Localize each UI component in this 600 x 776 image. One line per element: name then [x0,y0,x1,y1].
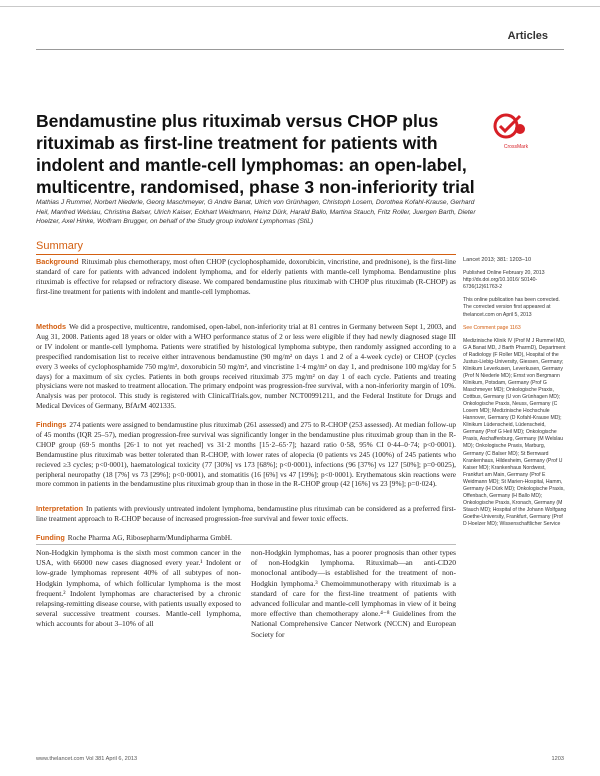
abstract-label: Findings [36,420,67,429]
summary-rule [36,254,456,255]
summary-heading: Summary [36,240,84,252]
section-label: Articles [507,30,548,42]
abstract-findings [36,420,456,489]
footer-journal: www.thelancet.com Vol 381 April 6, 2013 [36,756,138,762]
abstract-text: Roche Pharma AG, Ribosepharm/Mundipharma GmbH. [67,533,232,542]
affiliations: Medizinische Klinik IV (Prof M J Rummel MD, G A Banat MD, J Barth PharmD), Department of Radiology (F Roller MD), Hospital of the Justus-Liebig-University, Giessen, Germany; Klinikum Leverkusen, Leverkusen, Germany (Prof N Niederle MD); Ernst von Bergmann Klinikum, Potsdam, Germany (Prof G Maschmeyer MD); Onkologische Praxis, Cottbus, Germany (U von Grünhagen MD); Onkologische Praxis, Neuss, Germany (C Losem MD); Medizinische Hochschule Hannover, Germany (D Kofahl-Krause MD); Klinikum Lüdenscheid, Lüdenscheid, Germany (Prof G Heil MD); Onkologische Praxis, Aschaffenburg, Germany (M Welslau MD); Onkologische Praxis, Marburg, Germany (C Balser MD); St Bernward Krankenhaus, Hildesheim, Germany (Prof U Kaiser MD); Krankenhaus Nordwest, Frankfurt am Main, Germany (Prof E Weidmann MD); St Marien-Hospital, Hamm, Germany (H Dürk MD); Onkologische Praxis, Offenbach, Germany (H Ballo MD); Onkologische Praxis, Kronach, Germany (M Stauch MD); Hospital of the Johann Wolfgang Goethe-University, Frankfurt, Germany (Prof D Hoelzer MD); Wissenschaftlicher Service [463,337,567,527]
citation: Lancet 2013; 381: 1203–10 [463,257,532,263]
crossmark-logo[interactable] [492,112,540,152]
top-rule [0,6,600,7]
abstract-text: We did a prospective, multicentre, randomised, open-label, non-inferiority trial at 81 centres in Germany between Sept 1, 2003, and Aug 31, 2008. Patients aged 18 years or older with a WHO performance status of 2 or less were eligible if they had newly diagnosed stage III or IV indolent or mantle-cell lymphoma. Patients were stratified by histological lymphoma subtype, then randomly assigned according to a prespecified randomisation list to receive either intravenous bendamustine (90 mg/m² on days 1 and 2 of a 4-week cycle) or CHOP (cycles every 3 weeks of cyclophosphamide 750 mg/m², doxorubicin 50 mg/m², and vincristine 1·4 mg/m² on day 1, and prednisone 100 mg/day for 5 days) for a maximum of six cycles. Patients in both groups received rituximab 375 mg/m² on day 1 of each cycle. Patients and treating physicians were not masked to treatment allocation. The primary endpoint was progression-free survival, with a non-inferiority margin of 10%. Analysis was per protocol. This study is registered with ClinicalTrials.gov, number NCT00991211, and the Federal Institute for Drugs and Medical Devices of Germany, BfArM 4021335. [36,322,456,411]
page-footer [36,756,564,762]
article-title: Bendamustine plus rituximab versus CHOP plus rituximab as first-line treatment for patients with indolent and mantle-cell lymphomas: an open-label, multicentre, randomised, phase 3 non-inferiority trial [36,111,475,197]
abstract-label: Interpretation [36,504,84,513]
author-list: Mathias J Rummel, Norbert Niederle, Georg Maschmeyer, G Andre Banat, Ulrich von Grünhagen, Christoph Losem, Dorothea Kofahl-Krause, Gerhard Heil, Manfred Welslau, Christina Balser, Ulrich Kaiser, Eckhart Weidmann, Heinz Dürk, Harald Ballo, Martina Stauch, Fritz Roller, Juergen Barth, Dieter Hoelzer, Axel Hinke, Wolfram Brugger, on behalf of the Study group indolent Lymphomas (StiL) [36,199,476,225]
abstract-background [36,257,456,297]
abstract-methods [36,322,456,411]
body-column-2: non-Hodgkin lymphomas, has a poorer prognosis than other types of non-Hodgkin lymphoma. Rituximab—an anti-CD20 monoclonal antibody—is established for the treatment of non-Hodgkin lymphoma.³ Chemoimmunotherapy with rituximab is a standard of care for the first-line treatment of patients with advanced follicular and mantle-cell lymphomas in view of it being more effective than chemotherapy alone.⁴⁻⁸ Guidelines from the National Comprehensive Cancer Network (NCCN) and European Society for [251,548,456,639]
abstract-label: Background [36,257,79,266]
abstract-label: Methods [36,322,66,331]
published-online: Published Online February 20, 2013 http://dx.doi.org/10.1016/ S0140-6736(12)61763-2 [463,270,545,291]
abstract-text: Rituximab plus chemotherapy, most often CHOP (cyclophosphamide, doxorubicin, vincristine, and prednisone), is the first-line standard of care for patients with advanced indolent lymphoma, and for elderly patients with mantle-cell lymphoma. Bendamustine plus rituximab is effective for relapsed or refractory disease. We compared bendamustine plus rituximab with CHOP plus rituximab (R-CHOP) as first-line treatment for patients with indolent and mantle-cell lymphomas. [36,257,456,296]
intro-rule [36,544,456,545]
body-column-1: Non-Hodgkin lymphoma is the sixth most common cancer in the USA, with 66000 new cases diagnosed every year.¹ Indolent or low-grade lymphomas represent 40% of all subtypes of non-Hodgkin lymphoma, of which follicular lymphoma is the most frequent.² Indolent lymphomas are characterised by a chronic relapsing-remitting disease course, with patients usually exposed to several successive treatment courses. Mantle-cell lymphoma, which accounts for about 3–10% of all [36,548,241,629]
abstract-text: In patients with previously untreated indolent lymphoma, bendamustine plus rituximab can be considered as a preferred first-line treatment approach to R-CHOP because of increased progression-free survival and fewer toxic effects. [36,504,456,523]
section-rule [36,49,564,50]
sidebar [463,257,567,528]
abstract-funding [36,533,456,543]
crossmark-icon [492,112,540,152]
page-number: 1203 [551,756,564,762]
abstract-label: Funding [36,533,65,542]
crossmark-text: CrossMark [503,144,529,150]
see-comment-link[interactable]: See Comment page 1163 [463,324,521,331]
correction-note: This online publication has been corrected. The corrected version first appeared at thelancet.com on April 5, 2013 [463,297,560,318]
abstract-text: 274 patients were assigned to bendamustine plus rituximab (261 assessed) and 275 to R-CHOP (253 assessed). At median follow-up of 45 months (IQR 25–57), median progression-free survival was significantly longer in the bendamustine plus rituximab group than in the R-CHOP group (69·5 months [26·1 to not yet reached] vs 31·2 months [15·2–65·7]; hazard ratio 0·58, 95% CI 0·44–0·74; p<0·0001). Bendamustine plus rituximab was better tolerated than R-CHOP, with lower rates of alopecia (0 patients vs 245 (100%) of 245 patients who recieved ≥3 cycles; p<0·0001), haematological toxicity (77 [30%] vs 173 [68%]; p<0·0001), infections (96 [37%] vs 127 [50%]; p=0·0025), peripheral neuropathy (18 [7%] vs 73 [29%]; p<0·0001), and stomatitis (16 [6%] vs 47 [19%]; p<0·0001). Erythematous skin reactions were more common in patients in the bendamustine plus rituximab group than in those in the R-CHOP group (42 [16%] vs 23 [9%]; p=0·024). [36,420,456,489]
top-bar [0,0,600,14]
abstract-interpretation [36,504,456,524]
